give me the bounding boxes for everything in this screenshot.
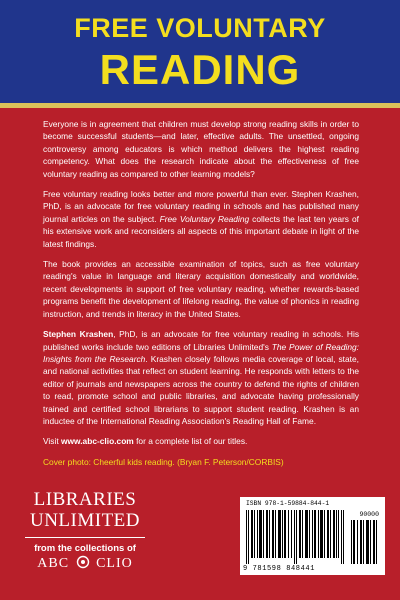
logo-unlimited: UNLIMITED	[29, 510, 141, 531]
paragraph-intro: Everyone is in agreement that children must develop strong reading skills in order to become successful students—and later, effective adults. The unsettled, ongoing controversy among educators is which method delivers the highest reading competency. What does the research indicate about the effectiveness of free voluntary reading as compared to other learning models?	[43, 119, 359, 179]
clio-text: CLIO	[96, 556, 133, 571]
paragraph-topics: The book provides an accessible examination of topics, such as free voluntary reading's value in language and literary acquisition domestically and worldwide, recent developments in support of free voluntary reading, whether rewards-based programs benefit the development of lifelong reading, the value of phonics in reading instruction, and trends in literacy in the United States.	[43, 259, 359, 319]
logo-from-collections: from the collections of	[34, 543, 136, 554]
price-barcode-bars	[351, 520, 379, 564]
abc-clio-logo	[20, 555, 150, 573]
text: , PhD, is an advocate for free voluntary reading in schools. His published works include two editions of Libraries Unlimited's	[43, 329, 359, 352]
logo-divider	[25, 537, 145, 538]
title-line-1: FREE VOLUNTARY	[74, 13, 326, 43]
paragraph-book	[43, 188, 359, 250]
barcode-bars	[246, 510, 346, 564]
paragraph-visit	[43, 435, 359, 447]
text: Free voluntary reading looks better and more powerful than ever. Stephen Krashen, PhD, is an advocate for free voluntary reading in schools and has published many journal articles on the subject.	[43, 189, 359, 224]
barcode-digits: 9 781598 848441	[243, 565, 316, 573]
book-title-italic: Free Voluntary Reading	[159, 213, 250, 224]
isbn-text: ISBN 978-1-59884-844-1	[246, 500, 330, 507]
title-line-2: READING	[99, 46, 301, 93]
text: . Krashen closely follows media coverage of local, state, and national activities that reflect on student learning. He responds with letters to the editor of journals and newspapers across the country to defend the rights of children to read, promote school and public libraries, and advocate having professionally trained and certified school librarians to support student reading. Krashen is an inductee of the International Reading Association's Reading Hall of Fame.	[43, 353, 359, 426]
text: collects the last ten years of his extensive work and reconsiders all aspects of this important debate in light of the latest findings.	[43, 213, 360, 249]
price-code: 90000	[359, 511, 379, 518]
back-cover-text	[43, 118, 359, 476]
gold-divider	[0, 103, 400, 108]
other-book-title: The Power of Reading: Insights from the Research	[43, 341, 359, 364]
text: Visit	[43, 436, 61, 447]
abc-text: ABC	[37, 556, 70, 571]
text: for a complete list of our titles.	[133, 436, 248, 447]
author-name: Stephen Krashen	[43, 329, 114, 340]
abc-clio-circle-icon	[76, 555, 90, 569]
logo-libraries: LIBRARIES	[33, 489, 137, 510]
publisher-logo	[20, 489, 150, 573]
website-link[interactable]: www.abc-clio.com	[61, 436, 134, 447]
cover-photo-credit: Cover photo: Cheerful kids reading. (Bryan F. Peterson/CORBIS)	[43, 456, 284, 467]
barcode-panel	[240, 497, 385, 575]
title-banner	[0, 0, 400, 103]
paragraph-author	[43, 328, 359, 427]
